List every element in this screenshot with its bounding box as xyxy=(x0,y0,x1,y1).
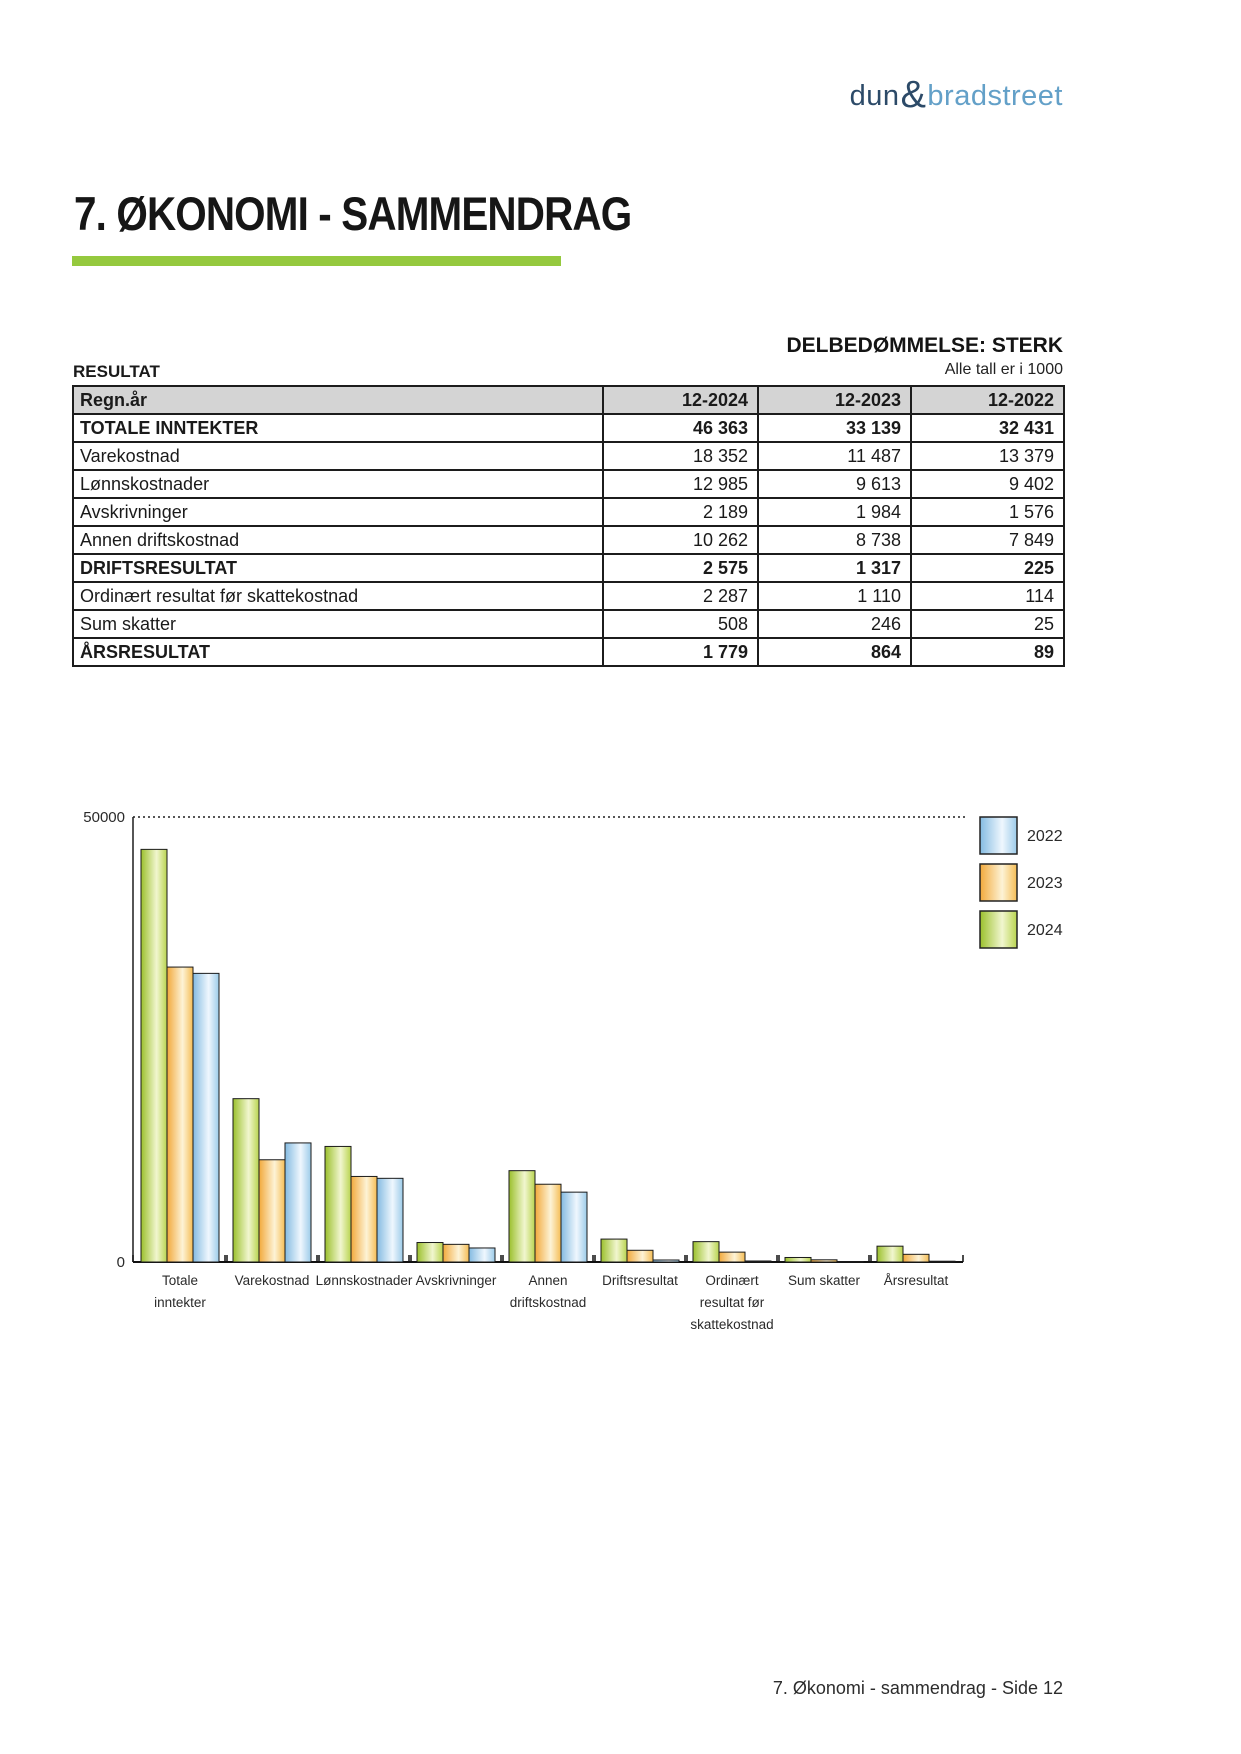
row-label: Ordinært resultat før skattekostnad xyxy=(73,582,603,610)
row-value: 7 849 xyxy=(911,526,1064,554)
category-label: Driftsresultat xyxy=(602,1273,678,1288)
chart-bar-2023 xyxy=(351,1176,377,1262)
legend-swatch-2023 xyxy=(980,864,1017,901)
row-value: 11 487 xyxy=(758,442,911,470)
category-label: Sum skatter xyxy=(787,1273,861,1288)
chart-bar-2023 xyxy=(627,1250,653,1262)
row-value: 10 262 xyxy=(603,526,758,554)
category-label: resultat før xyxy=(699,1295,765,1310)
table-row xyxy=(73,470,1064,498)
row-label: Sum skatter xyxy=(73,610,603,638)
results-table-header xyxy=(73,386,1064,414)
results-table-body xyxy=(73,414,1064,666)
table-row xyxy=(73,414,1064,442)
category-label: Varekostnad xyxy=(234,1273,310,1288)
row-label: ÅRSRESULTAT xyxy=(73,638,603,666)
chart-bar-2022 xyxy=(745,1261,771,1262)
table-row xyxy=(73,498,1064,526)
row-label: DRIFTSRESULTAT xyxy=(73,554,603,582)
category-label: Ordinært xyxy=(705,1273,759,1288)
row-value: 2 189 xyxy=(603,498,758,526)
row-value: 508 xyxy=(603,610,758,638)
rating-text: DELBEDØMMELSE: STERK xyxy=(786,334,1063,357)
category-label: Årsresultat xyxy=(883,1273,949,1288)
table-header-cell: 12-2022 xyxy=(911,386,1064,414)
y-tick-label: 50000 xyxy=(83,809,125,826)
row-value: 225 xyxy=(911,554,1064,582)
chart-bar-2023 xyxy=(443,1244,469,1262)
row-label: TOTALE INNTEKTER xyxy=(73,414,603,442)
table-row xyxy=(73,610,1064,638)
row-value: 1 984 xyxy=(758,498,911,526)
title-underline xyxy=(72,256,561,266)
category-label: Avskrivninger xyxy=(415,1273,497,1288)
chart-bar-2022 xyxy=(929,1261,955,1262)
ampersand-icon: & xyxy=(900,74,927,116)
row-value: 8 738 xyxy=(758,526,911,554)
chart-bar-2022 xyxy=(469,1248,495,1262)
bar-chart xyxy=(60,770,1140,1370)
chart-bar-2024 xyxy=(141,849,167,1262)
row-label: Varekostnad xyxy=(73,442,603,470)
chart-bar-2023 xyxy=(259,1160,285,1262)
table-header-cell: 12-2023 xyxy=(758,386,911,414)
chart-bar-2023 xyxy=(167,967,193,1262)
footer-text: 7. Økonomi - sammendrag - Side 12 xyxy=(772,1678,1063,1698)
table-row xyxy=(73,638,1064,666)
dun-bradstreet-logo xyxy=(850,72,1063,115)
row-value: 33 139 xyxy=(758,414,911,442)
category-label: Annen xyxy=(528,1273,568,1288)
row-value: 2 575 xyxy=(603,554,758,582)
chart-bar-2024 xyxy=(601,1239,627,1262)
chart-bar-2022 xyxy=(837,1262,863,1263)
legend-label-2023: 2023 xyxy=(1027,875,1063,892)
chart-bar-2023 xyxy=(903,1254,929,1262)
row-value: 9 402 xyxy=(911,470,1064,498)
row-value: 18 352 xyxy=(603,442,758,470)
chart-bar-2024 xyxy=(233,1099,259,1262)
page-title: 7. ØKONOMI - SAMMENDRAG xyxy=(74,187,632,240)
chart-bar-2024 xyxy=(509,1171,535,1262)
row-value: 13 379 xyxy=(911,442,1064,470)
category-label: inntekter xyxy=(154,1295,206,1310)
row-value: 32 431 xyxy=(911,414,1064,442)
row-value: 246 xyxy=(758,610,911,638)
chart-bar-2023 xyxy=(811,1260,837,1262)
chart-bar-2023 xyxy=(535,1184,561,1262)
row-value: 9 613 xyxy=(758,470,911,498)
row-label: Lønnskostnader xyxy=(73,470,603,498)
row-value: 25 xyxy=(911,610,1064,638)
chart-bar-2022 xyxy=(285,1143,311,1262)
chart-area xyxy=(60,770,1140,1370)
chart-bar-2024 xyxy=(785,1257,811,1262)
table-row xyxy=(73,554,1064,582)
chart-bar-2022 xyxy=(193,973,219,1262)
table-row xyxy=(73,442,1064,470)
row-value: 864 xyxy=(758,638,911,666)
chart-bar-2022 xyxy=(653,1260,679,1262)
row-value: 2 287 xyxy=(603,582,758,610)
results-table xyxy=(72,385,1065,667)
chart-bar-2024 xyxy=(693,1242,719,1262)
category-label: driftskostnad xyxy=(509,1295,587,1310)
row-value: 114 xyxy=(911,582,1064,610)
category-label: Lønnskostnader xyxy=(315,1273,413,1288)
y-tick-label: 0 xyxy=(116,1254,125,1271)
chart-bar-2022 xyxy=(561,1192,587,1262)
row-value: 1 317 xyxy=(758,554,911,582)
row-value: 12 985 xyxy=(603,470,758,498)
row-value: 46 363 xyxy=(603,414,758,442)
chart-bar-2024 xyxy=(877,1246,903,1262)
legend-swatch-2024 xyxy=(980,911,1017,948)
row-label: Annen driftskostnad xyxy=(73,526,603,554)
logo-bradstreet-text: bradstreet xyxy=(927,80,1063,112)
table-row xyxy=(73,526,1064,554)
row-value: 1 779 xyxy=(603,638,758,666)
logo-dun-text: dun xyxy=(849,80,900,112)
units-note: Alle tall er i 1000 xyxy=(944,361,1063,378)
chart-bar-2024 xyxy=(417,1243,443,1262)
table-header-cell: 12-2024 xyxy=(603,386,758,414)
chart-bar-2024 xyxy=(325,1146,351,1262)
row-value: 1 110 xyxy=(758,582,911,610)
chart-bar-2022 xyxy=(377,1178,403,1262)
category-label: skattekostnad xyxy=(690,1317,774,1332)
row-label: Avskrivninger xyxy=(73,498,603,526)
row-value: 89 xyxy=(911,638,1064,666)
table-row xyxy=(73,582,1064,610)
legend-swatch-2022 xyxy=(980,817,1017,854)
legend-label-2022: 2022 xyxy=(1027,828,1063,845)
table-header-cell: Regn.år xyxy=(73,386,603,414)
table-section-title: RESULTAT xyxy=(73,362,160,381)
row-value: 1 576 xyxy=(911,498,1064,526)
chart-bar-2023 xyxy=(719,1252,745,1262)
legend-label-2024: 2024 xyxy=(1027,922,1063,939)
category-label: Totale xyxy=(161,1273,199,1288)
